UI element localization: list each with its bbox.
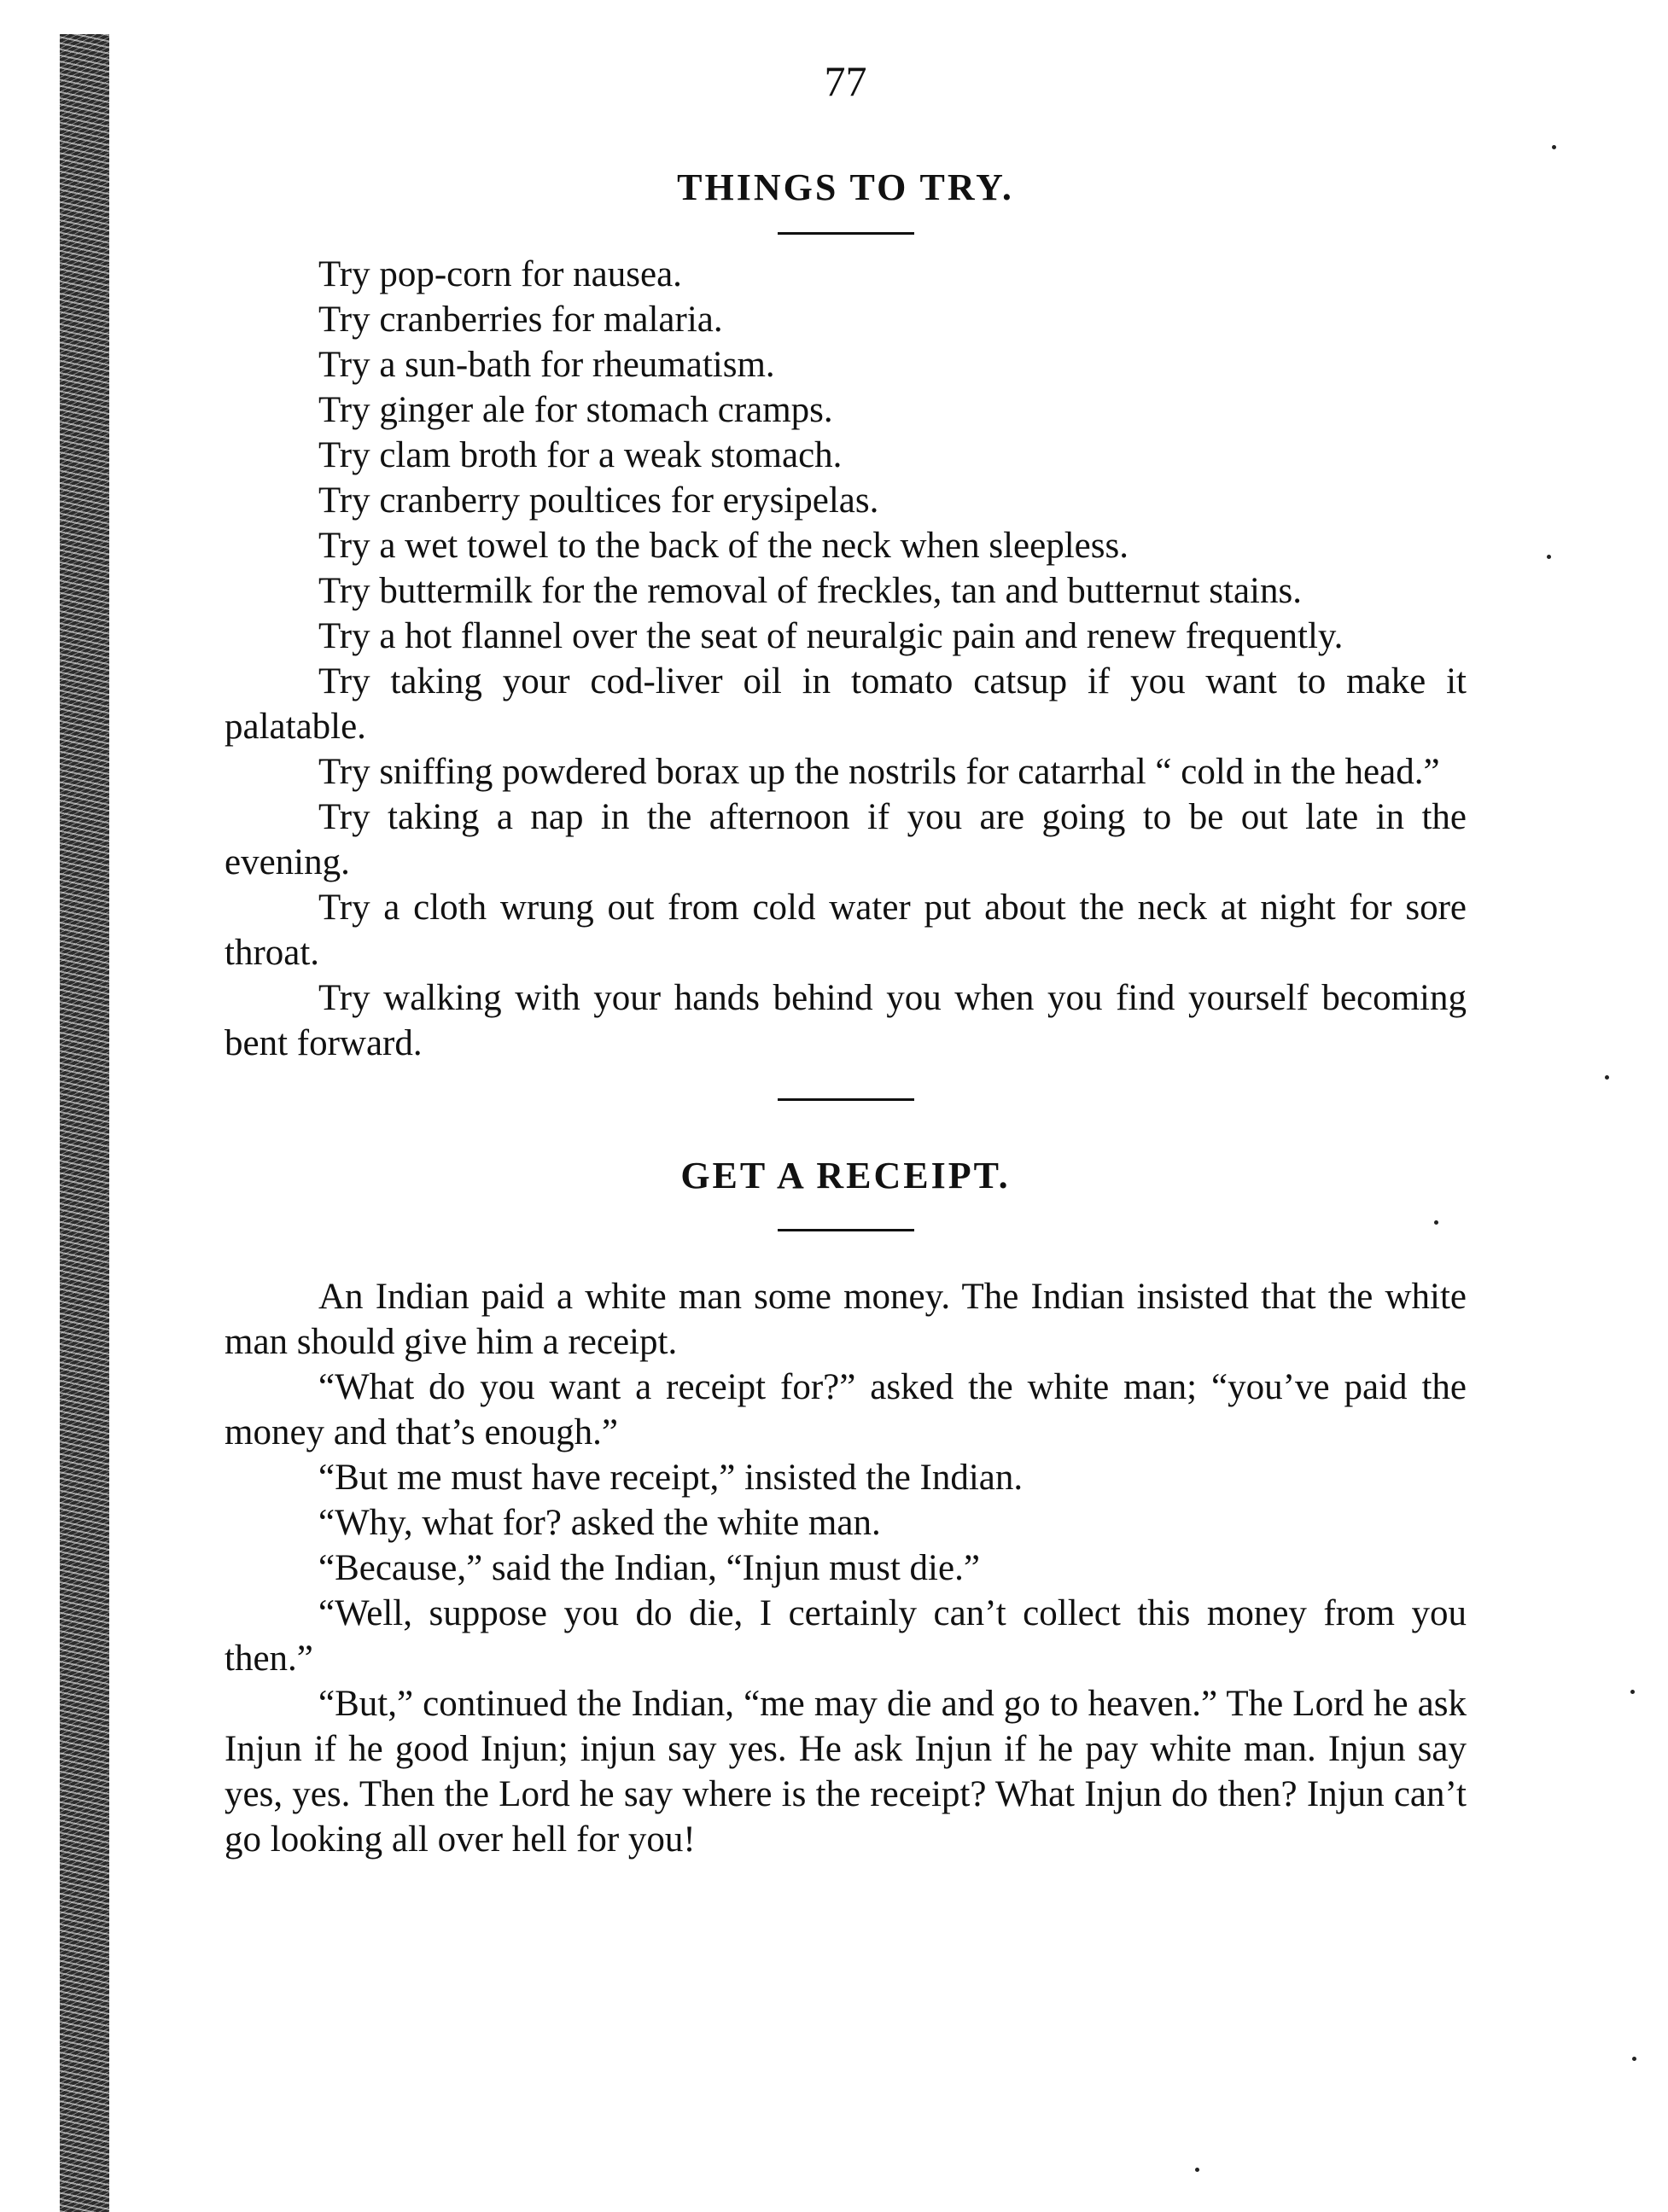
story-paragraph: “Because,” said the Indian, “Injun must die.” bbox=[318, 1548, 980, 1588]
book-page bbox=[225, 43, 1467, 1862]
list-item: Try cranberry poultices for erysipelas. bbox=[318, 480, 879, 521]
section-divider bbox=[778, 1098, 914, 1101]
list-item: Try sniffing powdered borax up the nostrils for catarrhal “ cold in the head.” bbox=[318, 752, 1440, 792]
section-title-get-a-receipt: GET A RECEIPT. bbox=[680, 1155, 1011, 1196]
book-binding-edge bbox=[60, 34, 109, 2212]
list-item: Try a cloth wrung out from cold water put about the neck at night for sore throat. bbox=[225, 888, 1467, 973]
title-rule bbox=[778, 1229, 914, 1231]
page-number: 77 bbox=[824, 57, 867, 105]
list-item: Try walking with your hands behind you when you find yourself becoming bent forward. bbox=[225, 978, 1467, 1063]
receipt-story bbox=[225, 1274, 1467, 1862]
list-item: Try cranberries for malaria. bbox=[318, 300, 723, 340]
list-item: Try clam broth for a weak stomach. bbox=[318, 435, 843, 475]
speck bbox=[1552, 145, 1556, 149]
story-paragraph: “But me must have receipt,” insisted the Indian. bbox=[318, 1458, 1024, 1498]
story-paragraph: “What do you want a receipt for?” asked the white man; “you’ve paid the money and that’s enough.” bbox=[225, 1367, 1467, 1452]
story-paragraph: “Well, suppose you do die, I certainly can’t collect this money from you then.” bbox=[225, 1593, 1467, 1679]
list-item: Try a wet towel to the back of the neck when sleepless. bbox=[318, 526, 1129, 566]
things-to-try-list bbox=[225, 252, 1467, 1066]
list-item: Try ginger ale for stomach cramps. bbox=[318, 390, 833, 430]
list-item: Try taking your cod-liver oil in tomato catsup if you want to make it palatable. bbox=[225, 661, 1467, 747]
list-item: Try pop-corn for nausea. bbox=[318, 254, 682, 294]
speck bbox=[1632, 2057, 1636, 2061]
speck bbox=[1547, 555, 1551, 559]
story-paragraph: “But,” continued the Indian, “me may die and go to heaven.” The Lord he ask Injun if he good Injun; injun say yes. He ask Injun if he pay white man. Injun say yes, yes. Then the Lord he say where is the receipt? What Injun do then? Injun can’t go looking all over hell for you! bbox=[225, 1684, 1467, 1860]
speck bbox=[1605, 1075, 1609, 1080]
list-item: Try a hot flannel over the seat of neuralgic pain and renew frequently. bbox=[318, 616, 1344, 656]
speck bbox=[1630, 1690, 1635, 1694]
title-rule bbox=[778, 232, 914, 235]
story-paragraph: An Indian paid a white man some money. The Indian insisted that the white man should give him a receipt. bbox=[225, 1277, 1467, 1362]
speck bbox=[1434, 1220, 1438, 1225]
section-title-things-to-try: THINGS TO TRY. bbox=[677, 166, 1014, 208]
list-item: Try taking a nap in the afternoon if you are going to be out late in the evening. bbox=[225, 797, 1467, 882]
list-item: Try buttermilk for the removal of freckles, tan and butternut stains. bbox=[318, 571, 1302, 611]
list-item: Try a sun-bath for rheumatism. bbox=[318, 345, 775, 385]
speck bbox=[1195, 2168, 1199, 2172]
story-paragraph: “Why, what for? asked the white man. bbox=[318, 1503, 881, 1543]
